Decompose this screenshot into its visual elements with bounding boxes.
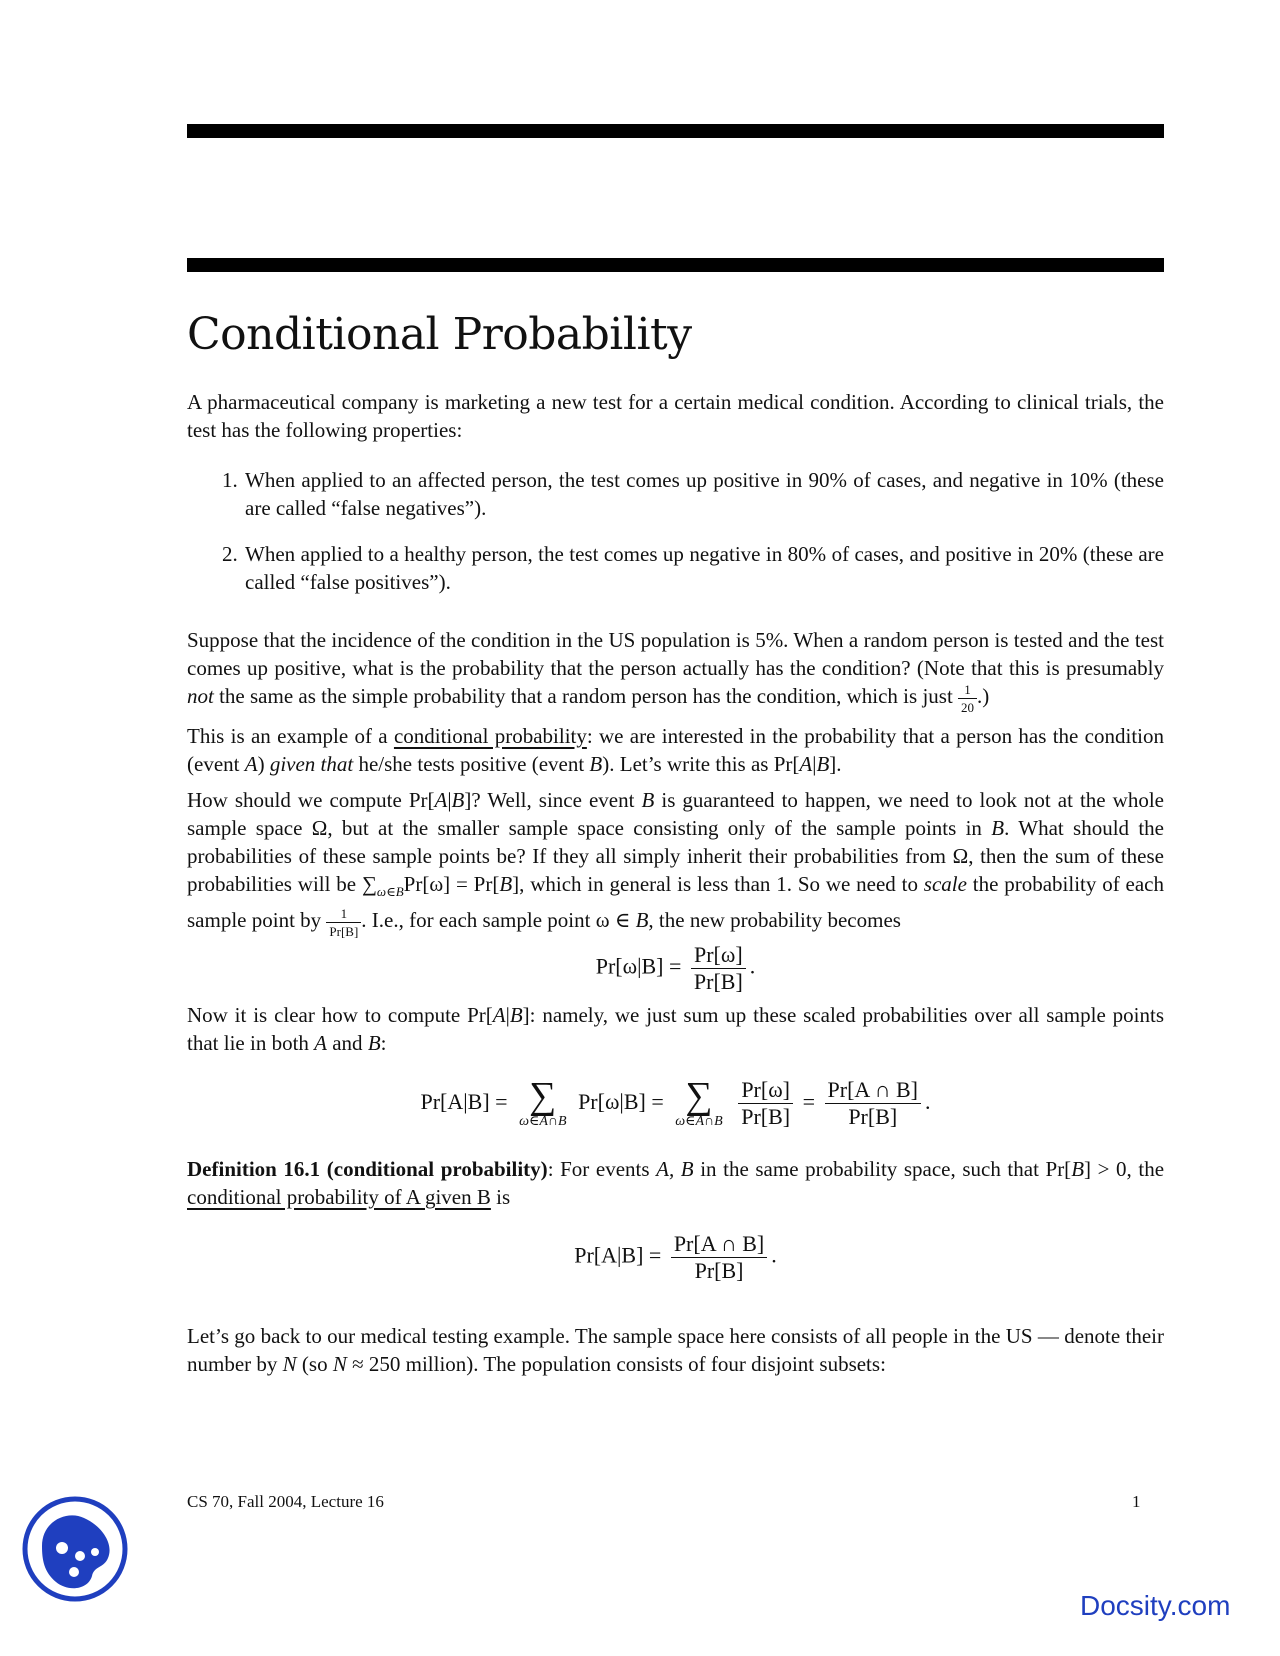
equation-3: Pr[A|B] = $\frac{Pr[A \cap B]}{Pr[B]}$ . bbox=[574, 1230, 777, 1283]
fraction-one-twentieth: $\frac{1}{20}$ bbox=[958, 683, 977, 714]
conditional-probability-term: conditional probability bbox=[393, 723, 587, 748]
footer-course: CS 70, Fall 2004, Lecture 16 bbox=[187, 1492, 384, 1511]
list-item: 1. When applied to an affected person, the test comes up positive in 90% of cases, and negative in 10% (these are called “false negatives”). bbox=[243, 466, 1164, 522]
properties-list bbox=[187, 466, 1164, 596]
example-paragraph: This is an example of a conditional probability: we are interested in the probability that a person has the condition (event A) given that he/she tests positive (event B). Let’s write this as Pr[A|B]. bbox=[187, 723, 1165, 776]
page-title: Conditional Probability bbox=[187, 309, 692, 360]
definition-label: Definition 16.1 (conditional probability) bbox=[187, 1156, 548, 1181]
equation-2: Pr[A|B] = ∑ ω∈A∩B Pr[ω|B] = ∑ ω∈A∩B $\frac{Pr[\omega]}{Pr[B]}$ = $\frac{Pr[A \cap B]}{Pr[B]}$ . bbox=[420, 1074, 931, 1130]
equation-1: Pr[ω|B] = $\frac{Pr[\omega]}{Pr[B]}$ . bbox=[595, 941, 756, 994]
bottom-rule bbox=[187, 258, 1164, 272]
page-content bbox=[187, 300, 1164, 1378]
docsity-logo-icon bbox=[22, 1496, 128, 1602]
docsity-brand[interactable]: Docsity.com bbox=[1080, 1590, 1231, 1621]
footer-page-number: 1 bbox=[1132, 1492, 1141, 1511]
incidence-paragraph: Suppose that the incidence of the condition in the US population is 5%. When a random person is tested and the test comes up positive, what is the probability that the person actually has the condition? (Note that this is presumably not the same as the simple probability that a random person has the condition, which is just $\frac{1}{20}$ .) bbox=[187, 628, 1164, 715]
sum-paragraph: Now it is clear how to compute Pr[A|B]: namely, we just sum up these scaled probabilities over all sample points that lie in both A and B: bbox=[187, 1002, 1164, 1055]
top-rule bbox=[187, 124, 1164, 138]
intro-paragraph: A pharmaceutical company is marketing a new test for a certain medical condition. According to clinical trials, the test has the following properties: bbox=[187, 390, 1164, 442]
fraction-one-over-prB: $\frac{1}{Pr[B]}$ bbox=[326, 907, 361, 938]
population-paragraph: Let’s go back to our medical testing example. The sample space here consists of all people in the US — denote their number by N (so N ≈ 250 million). The population consists of four disjoint subsets: bbox=[187, 1323, 1164, 1376]
list-item: 2. When applied to a healthy person, the test comes up negative in 80% of cases, and positive in 20% (these are called “false positives”). bbox=[243, 540, 1164, 596]
compute-paragraph: How should we compute Pr[A|B]? Well, since event B is guaranteed to happen, we need to look not at the whole sample space Ω, but at the smaller sample space consisting only of the sample points in B. What should the probabilities of these sample points be? If they all simply inherit their probabilities from Ω, then the sum of these probabilities will be $\sum_{\omega\in B}Pr[\omega] = Pr[B]$, which in general is less than 1. So we need to scale the probability of each sample point by $\frac{1}{Pr[B]}$ . I.e., for each sample point ω ∈ B, the new probability becomes bbox=[187, 787, 1165, 939]
definition-term: conditional probability of A given B bbox=[187, 1184, 491, 1209]
definition-paragraph: Definition 16.1 (conditional probability): For events A, B in the same probability space, such that Pr[B] > 0, the conditional probability of A given B is bbox=[187, 1156, 1165, 1209]
